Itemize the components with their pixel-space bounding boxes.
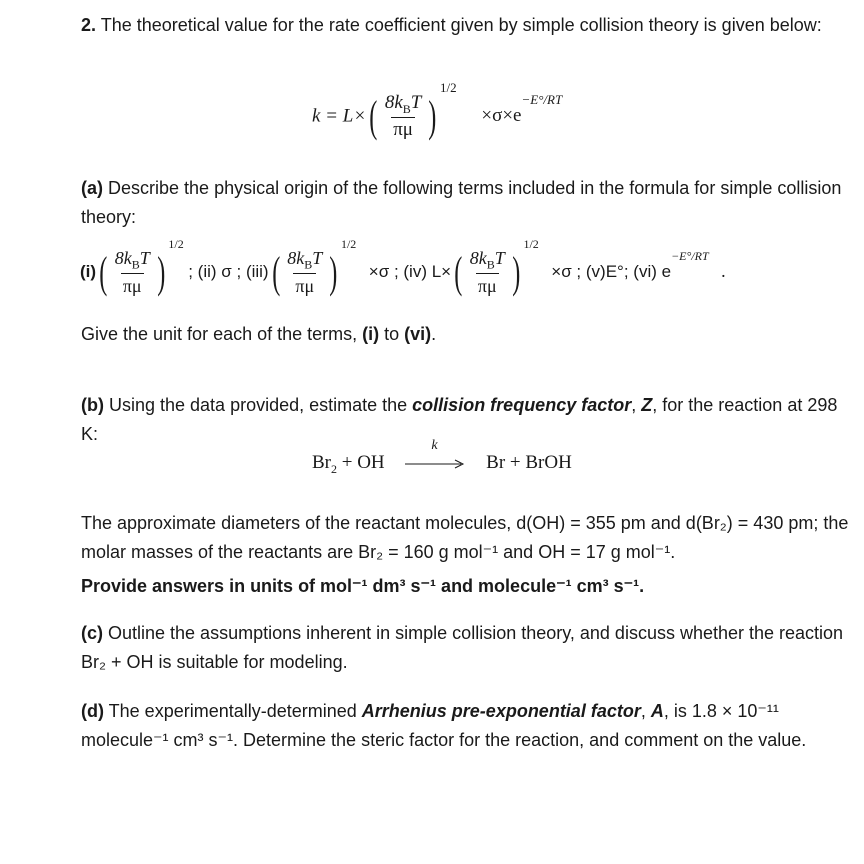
formula-fraction: $\frac{8k_BT}{\pi\mu}$ xyxy=(384,92,422,140)
intro-text: The theoretical value for the rate coefficient given by simple collision theory is given below: xyxy=(100,15,822,35)
give-unit-text: Give the unit for each of the terms, (i) to (vi). xyxy=(81,324,437,344)
part-c-label: (c) xyxy=(81,623,103,643)
formula-denominator: πμ xyxy=(393,118,413,140)
part-a-text: (a) Describe the physical origin of the following terms included in the formula for simple collision theory: xyxy=(81,178,842,227)
question-number: 2. xyxy=(81,15,97,35)
formula-lhs: k = L× xyxy=(312,105,367,127)
reaction-arrow xyxy=(403,458,467,470)
provide-units-text: Provide answers in units of mol⁻¹ dm³ s⁻¹ and molecule⁻¹ cm³ s⁻¹. xyxy=(81,576,645,596)
part-c-text: (c) Outline the assumptions inherent in simple collision theory, and discuss whether the reaction Br₂ + OH is suitable for modeling. xyxy=(81,623,844,672)
part-d-label: (d) xyxy=(81,701,104,721)
diameter-text: The approximate diameters of the reactant molecules, d(OH) = 355 pm and d(Br₂) = 430 pm; the molar masses of the reactants are Br₂ = 160 g mol⁻¹ and OH = 17 g mol⁻¹. xyxy=(81,513,849,562)
question-intro xyxy=(81,11,851,40)
part-b-text: (b) Using the data provided, estimate the collision frequency factor, Z, for the reaction at 298 K: xyxy=(81,395,838,444)
formula-power: 1/2 xyxy=(440,79,457,95)
formula-times-sigma: ×σ×e xyxy=(481,105,522,127)
part-a-label: (a) xyxy=(81,178,103,198)
part-b-label: (b) xyxy=(81,395,104,415)
formula-exponent: −E°/RT xyxy=(521,91,563,107)
reaction-equation: $Br_2$ + OH k Br + BrOH xyxy=(312,438,572,476)
rate-formula: k = L×( $\frac{8k_BT}{\pi\mu}$ )$^{1/2} \times\sigma\times e^{-E^\circ/RT}$ xyxy=(312,79,563,141)
part-d-text: (d) The experimentally-determined Arrhenius pre-exponential factor, A, is 1.8 × 10⁻¹¹ molecule⁻¹ cm³ s⁻¹. Determine the steric factor for the reaction, and comment on the value. xyxy=(81,701,807,750)
terms-line: (i)( $\frac{8k_BT}{\pi\mu}$ )$^{1/2}$ ; (ii) σ ; (iii)( $\frac{8k_BT}{\pi\mu}$ )$^{1/2}$ ×σ ; (iv) L×( $\frac{8k_BT}{\pi\mu}$ )$^{1/2}$ ×σ ; (v)E°; (vi) $e^{-E^\circ/RT}$ . xyxy=(80,236,726,297)
